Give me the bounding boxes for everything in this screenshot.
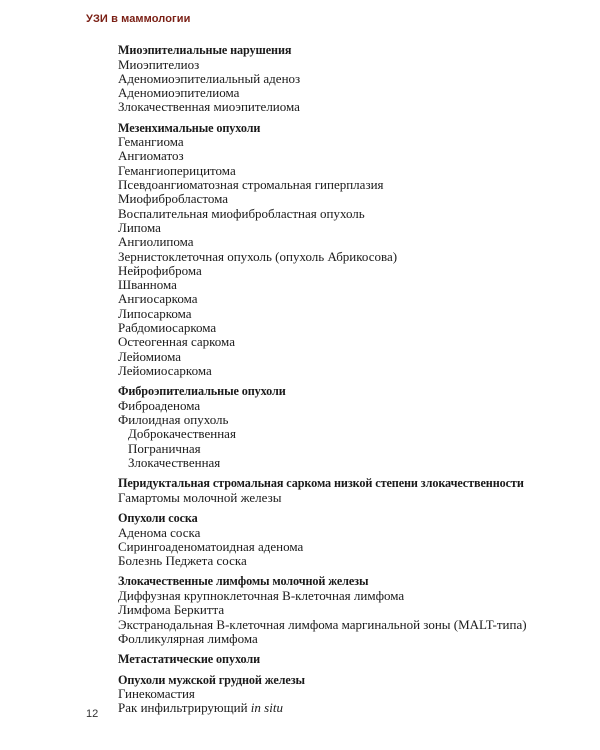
list-item: Псевдоангиоматозная стромальная гиперплазия: [118, 177, 384, 193]
section-title: Мезенхимальные опухоли: [118, 120, 261, 135]
list-item-italic-term: in situ: [250, 700, 283, 716]
section-title: Опухоли мужской грудной железы: [118, 672, 305, 687]
section-myoepithelial: [118, 43, 588, 115]
list-item: Нейрофиброма: [118, 262, 202, 278]
section-male-breast: [118, 673, 588, 716]
section-title: Миоэпителиальные нарушения: [118, 43, 292, 57]
list-item: Рабдомиосаркома: [118, 320, 217, 336]
sub-list-item: Злокачественная: [128, 454, 221, 470]
section-fibroepithelial: [118, 384, 588, 470]
list-item: Миофибробластома: [118, 191, 228, 207]
list-item: Аденомиоэпителиома: [118, 85, 240, 101]
list-item: Лейомиосаркома: [118, 362, 212, 378]
list-item: Ангиоматоз: [118, 148, 184, 164]
section-mesenchymal: [118, 121, 588, 379]
page-number: 12: [86, 708, 99, 720]
list-item: Сирингоаденоматоидная аденома: [118, 538, 304, 554]
list-item: Гамартомы молочной железы: [118, 489, 282, 505]
list-item: Гемангиоперицитома: [118, 162, 236, 178]
list-item: Гемангиома: [118, 134, 184, 150]
list-item: Экстранодальная В-клеточная лимфома маргинальной зоны (MALT-типа): [118, 616, 527, 632]
list-item-text: Рак инфильтрирующий: [118, 700, 251, 716]
list-item: Воспалительная миофибробластная опухоль: [118, 205, 365, 221]
list-item: Болезнь Педжета соска: [118, 553, 247, 569]
list-item: Зернистоклеточная опухоль (опухоль Абрикосова): [118, 248, 398, 264]
list-item: Лейомиома: [118, 348, 182, 364]
list-item: Аденома соска: [118, 524, 201, 540]
list-item: Липосаркома: [118, 305, 192, 321]
list-item: Лимфома Беркитта: [118, 602, 225, 618]
list-item: Шваннома: [118, 277, 177, 293]
list-item: Злокачественная миоэпителиома: [118, 99, 300, 115]
sub-list-item: Доброкачественная: [128, 426, 236, 442]
section-nipple-tumors: [118, 511, 588, 568]
section-title: Опухоли соска: [118, 511, 198, 526]
list-item: Остеогенная саркома: [118, 334, 235, 350]
section-metastatic: [118, 652, 588, 667]
section-title: Злокачественные лимфомы молочной железы: [118, 574, 369, 589]
section-periductal-sarcoma: [118, 476, 588, 505]
list-item: Ангиолипома: [118, 234, 194, 250]
section-title: Фиброэпителиальные опухоли: [118, 384, 286, 399]
list-item: Филоидная опухоль: [118, 412, 229, 428]
list-item: Аденомиоэпителиальный аденоз: [118, 70, 301, 86]
running-head-title: УЗИ в маммологии: [86, 13, 191, 25]
list-item: Ангиосаркома: [118, 291, 198, 307]
list-item: Диффузная крупноклеточная В-клеточная лимфома: [118, 587, 405, 603]
list-item: Липома: [118, 219, 161, 235]
list-item: [118, 701, 588, 715]
list-item: Миоэпителиоз: [118, 56, 200, 72]
list-item: Гинекомастия: [118, 686, 195, 702]
section-title: Перидуктальная стромальная саркома низкой степени злокачественности: [118, 476, 524, 491]
list-item: Фиброаденома: [118, 397, 201, 413]
list-item: Фолликулярная лимфома: [118, 630, 258, 646]
sub-list-item: Пограничная: [128, 440, 201, 456]
section-lymphomas: [118, 574, 588, 646]
section-title: Метастатические опухоли: [118, 652, 260, 667]
classification-list: [118, 43, 588, 722]
